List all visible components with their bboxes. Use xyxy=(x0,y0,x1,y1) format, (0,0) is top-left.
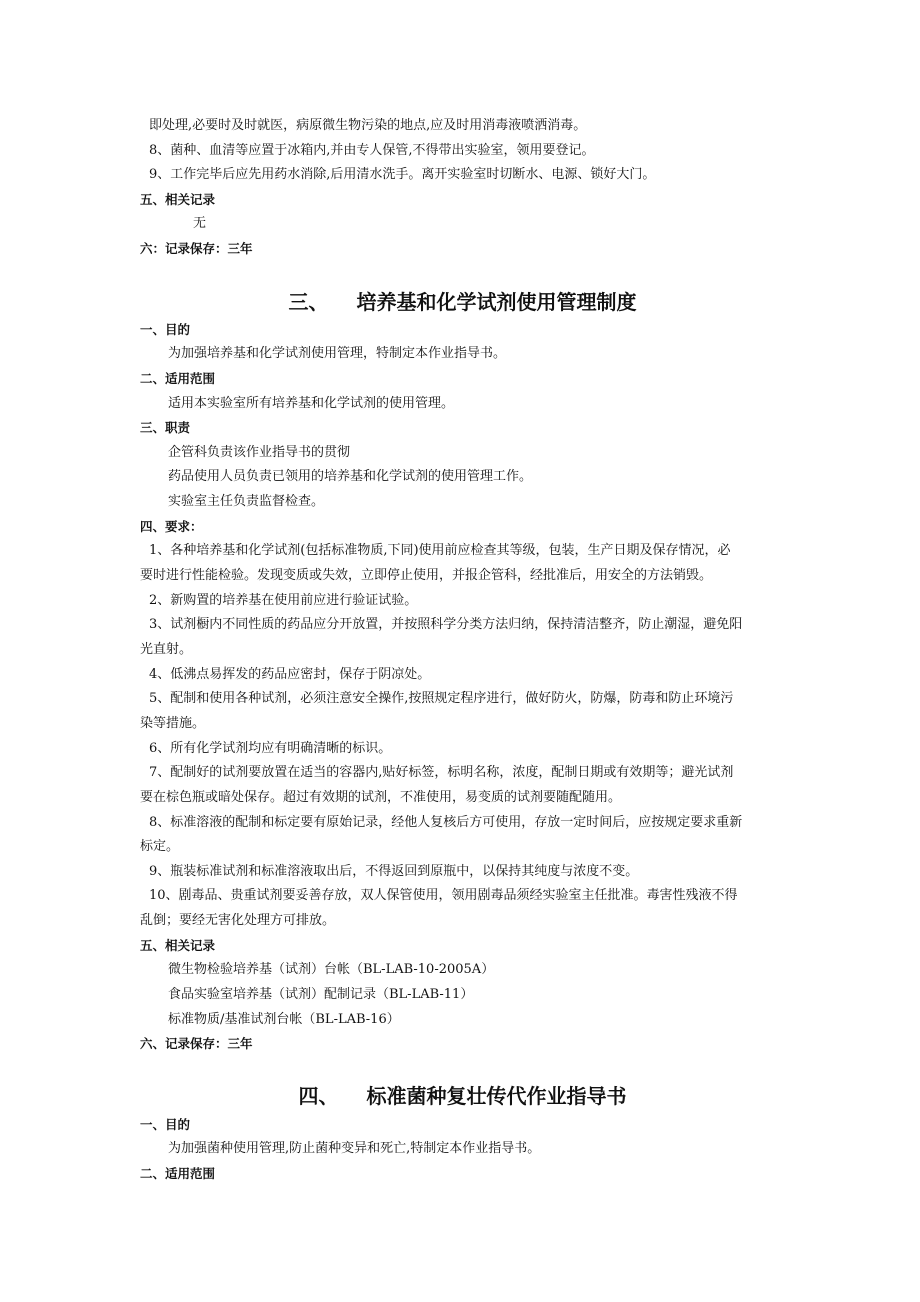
body-line: 5、配制和使用各种试剂，必须注意安全操作,按照规定程序进行，做好防火，防爆，防毒和防止环境污 xyxy=(149,691,734,706)
section-heading: 二、适用范围 xyxy=(140,371,216,386)
body-line: 要时进行性能检验。发现变质或失效，立即停止使用，并报企管科，经批准后，用安全的方法销毁。 xyxy=(140,568,713,583)
body-line: 2、新购置的培养基在使用前应进行验证试验。 xyxy=(149,593,418,608)
body-line: 染等措施。 xyxy=(140,716,206,731)
body-line: 实验室主任负责监督检查。 xyxy=(168,494,325,509)
section-heading: 四、要求： xyxy=(140,519,203,534)
body-line: 1、各种培养基和化学试剂(包括标准物质,下同)使用前应检查其等级，包装，生产日期及保存情况，必 xyxy=(149,543,731,558)
section-heading: 二、适用范围 xyxy=(140,1166,216,1181)
body-line: 企管科负责该作业指导书的贯彻 xyxy=(168,445,351,460)
body-line: 为加强菌种使用管理,防止菌种变异和死亡,特制定本作业指导书。 xyxy=(168,1141,541,1156)
record-item: 标准物质/基准试剂台帐（BL-LAB-16） xyxy=(168,1012,400,1027)
chapter-number: 四、 xyxy=(298,1084,339,1108)
body-line: 即处理,必要时及时就医，病原微生物污染的地点,应及时用消毒液喷洒消毒。 xyxy=(149,118,587,133)
body-line: 9、瓶装标准试剂和标准溶液取出后，不得返回到原瓶中，以保持其纯度与浓度不变。 xyxy=(149,864,639,879)
retention-line: 六：记录保存：三年 xyxy=(140,241,253,256)
body-line: 8、菌种、血清等应置于冰箱内,并由专人保管,不得带出实验室，领用要登记。 xyxy=(149,143,595,158)
record-item: 微生物检验培养基（试剂）台帐（BL-LAB-10-2005A） xyxy=(168,962,495,977)
body-line: 要在棕色瓶或暗处保存。超过有效期的试剂，不准使用，易变质的试剂要随配随用。 xyxy=(140,790,622,805)
body-line: 光直射。 xyxy=(140,642,193,657)
body-line: 药品使用人员负责已领用的培养基和化学试剂的使用管理工作。 xyxy=(168,469,533,484)
chapter-title xyxy=(140,287,785,317)
body-line: 8、标准溶液的配制和标定要有原始记录，经他人复核后方可使用，存放一定时间后，应按规定要求重新 xyxy=(149,815,743,830)
section-heading: 一、目的 xyxy=(140,322,191,337)
body-line: 标定。 xyxy=(140,839,180,854)
chapter-title xyxy=(140,1081,785,1111)
body-line: 10、剧毒品、贵重试剂要妥善存放，双人保管使用，领用剧毒品须经实验室主任批准。毒害性残液不得 xyxy=(149,888,738,903)
chapter-title-text: 培养基和化学试剂使用管理制度 xyxy=(356,290,637,314)
section-heading: 三、职责 xyxy=(140,420,191,435)
body-line: 9、工作完毕后应先用药水消除,后用清水洗手。离开实验室时切断水、电源、锁好大门。 xyxy=(149,167,656,182)
body-line: 乱倒；要经无害化处理方可排放。 xyxy=(140,913,336,928)
body-line: 7、配制好的试剂要放置在适当的容器内,贴好标签，标明名称，浓度，配制日期或有效期等；避光试剂 xyxy=(149,765,734,780)
body-line: 4、低沸点易挥发的药品应密封，保存于阴凉处。 xyxy=(149,667,431,682)
body-line: 为加强培养基和化学试剂使用管理，特制定本作业指导书。 xyxy=(168,346,507,361)
section-heading: 五、相关记录 xyxy=(140,192,216,207)
body-line: 无 xyxy=(193,216,207,231)
section-heading: 一、目的 xyxy=(140,1117,191,1132)
body-line: 3、试剂橱内不同性质的药品应分开放置，并按照科学分类方法归纳，保持清洁整齐，防止潮湿，避免阳 xyxy=(149,617,743,632)
chapter-number: 三、 xyxy=(288,290,329,314)
record-item: 食品实验室培养基（试剂）配制记录（BL-LAB-11） xyxy=(168,987,474,1002)
section-heading: 五、相关记录 xyxy=(140,938,216,953)
retention-line: 六、记录保存：三年 xyxy=(140,1036,253,1051)
body-line: 适用本实验室所有培养基和化学试剂的使用管理。 xyxy=(168,396,455,411)
chapter-title-text: 标准菌种复壮传代作业指导书 xyxy=(366,1084,627,1108)
body-line: 6、所有化学试剂均应有明确清晰的标识。 xyxy=(149,741,392,756)
